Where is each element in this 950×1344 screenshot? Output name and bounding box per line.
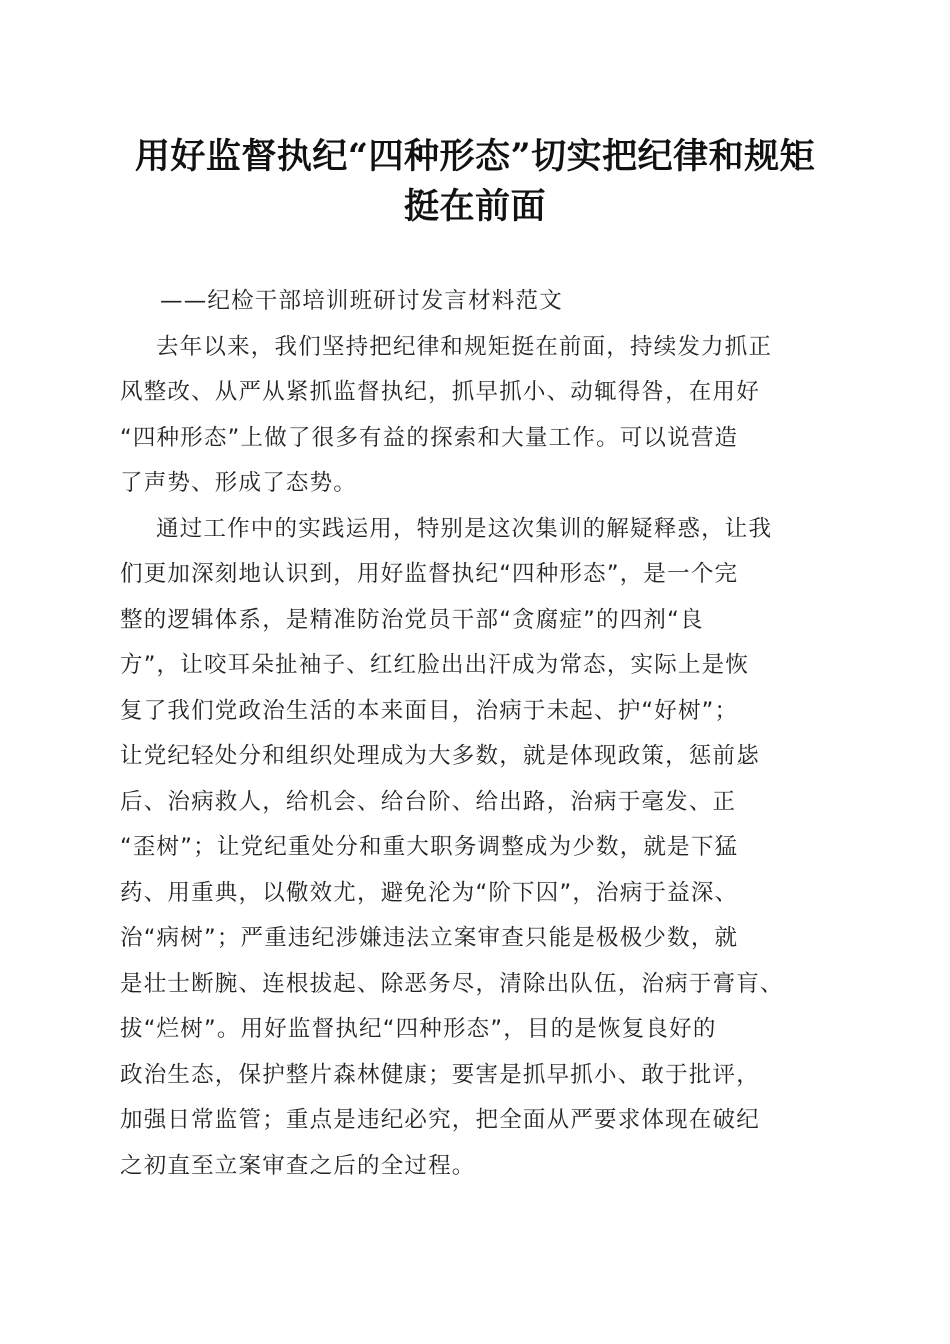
document-title [100, 132, 850, 232]
paragraph-line: 复了我们党政治生活的本来面目，治病于未起、护“好树”； [120, 697, 739, 724]
paragraph-line: 通过工作中的实践运用，特别是这次集训的解疑释惑，让我 [156, 515, 773, 542]
paragraph-line: 加强日常监管；重点是违纪必究，把全面从严要求体现在破纪 [120, 1107, 760, 1133]
paragraph-line: 让党纪轻处分和组织处理成为大多数，就是体现政策，惩前毖 [120, 743, 760, 769]
paragraph-line: 是壮士断腕、连根拔起、除恶务尽，清除出队伍，治病于膏肓、 [120, 970, 784, 997]
paragraph-line: 去年以来，我们坚持把纪律和规矩挺在前面，持续发力抓正 [156, 333, 773, 360]
document-body [120, 279, 840, 1189]
paragraph-line: 整的逻辑体系，是精准防治党员干部“贪腐症”的四剂“良 [120, 606, 704, 633]
title-line-1: 用好监督执纪“四种形态”切实把纪律和规矩 [134, 136, 816, 177]
paragraph-line: 治“病树”；严重违纪涉嫌违法立案审查只能是极极少数，就 [120, 925, 739, 951]
paragraph-line: 药、用重典，以儆效尤，避免沦为“阶下囚”，治病于益深、 [120, 879, 739, 906]
paragraph-line: 方”，让咬耳朵扯袖子、红红脸出出汗成为常态，实际上是恢 [120, 652, 750, 678]
paragraph-2 [120, 507, 840, 1190]
title-line-2: 挺在前面 [403, 186, 546, 227]
paragraph-line: 拔“烂树”。用好监督执纪“四种形态”，目的是恢复良好的 [120, 1016, 717, 1042]
paragraph-line: 政治生态，保护整片森林健康；要害是抓早抓小、敢于批评， [120, 1061, 760, 1088]
paragraph-1 [120, 325, 840, 507]
paragraph-line: 们更加深刻地认识到，用好监督执纪“四种形态”，是一个完 [120, 561, 739, 587]
paragraph-line: “四种形态”上做了很多有益的探索和大量工作。可以说营造 [120, 424, 739, 451]
paragraph-line: 了声势、形成了态势。 [120, 470, 358, 496]
paragraph-line: “歪树”；让党纪重处分和重大职务调整成为少数，就是下猛 [120, 834, 739, 860]
paragraph-line: 后、治病救人，给机会、给台阶、给出路，治病于毫发、正 [120, 788, 737, 815]
paragraph-line: 之初直至立案审查之后的全过程。 [120, 1152, 476, 1179]
paragraph-line: 风整改、从严从紧抓监督执纪，抓早抓小、动辄得咎，在用好 [120, 379, 760, 405]
document-subtitle: ——纪检干部培训班研讨发言材料范文 [160, 288, 563, 314]
